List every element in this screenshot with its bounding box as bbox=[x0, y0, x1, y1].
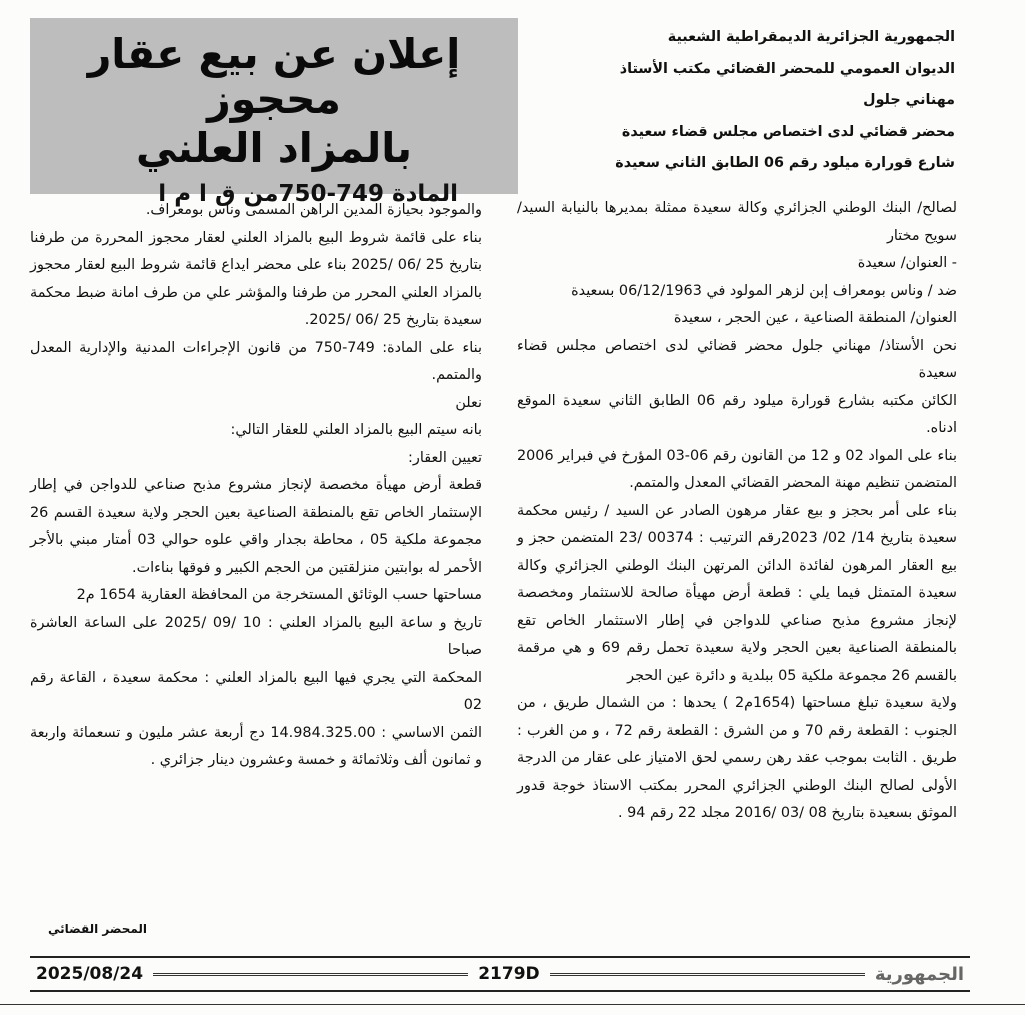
ad-code: 2179D bbox=[478, 964, 540, 984]
paragraph: بناء على قائمة شروط البيع بالمزاد العلني لعقار محجوز المحررة من طرفنا بتاريخ 25 /06 /2025 بناء على محضر ايداع قائمة شروط البيع لعقار محجوز بالمزاد العلني المحرر من طرفنا والمؤشر علي من طرف امانة ضبط محكمة سعيدة بتاريخ 25 /06 /2025. bbox=[30, 229, 482, 328]
paragraph: والموجود بحيازة المدين الراهن المسمى وناس بومعراف. bbox=[145, 202, 482, 218]
paragraph: نعلن bbox=[455, 394, 482, 411]
bottom-divider bbox=[0, 1004, 1025, 1005]
header-line: الجمهورية الجزائرية الديمقراطية الشعبية bbox=[667, 29, 955, 45]
paragraph: المحكمة التي يجري فيها البيع بالمزاد العلني : محكمة سعيدة ، القاعة رقم 02 bbox=[30, 669, 482, 713]
paragraph: بانه سيتم البيع بالمزاد العلني للعقار التالي: bbox=[230, 422, 482, 438]
bailiff-office-header bbox=[535, 22, 955, 180]
paragraph: بناء على أمر بحجز و بيع عقار مرهون الصادر عن السيد / رئيس محكمة سعيدة بتاريخ 14/ 02/ 2023رقم الترتيب : 00374 /23 المتضمن حجز و بيع العقار المرهون لفائدة الدائن المرتهن البنك الوطني الجزائري وكالة سعيدة المتمثل فيما يلي : قطعة أرض مهيأة صالحة للاستثمار ومخصصة لإنجاز مشروع مذبح صناعي للدواجن في إطار الاستثمار الخاص تقع بالمنطقة الصناعية بعين الحجر ولاية سعيدة تحمل رقم 69 و هي مرقمة بالقسم 26 مجموعة ملكية 05 ببلدية و دائرة عين الحجر bbox=[517, 502, 957, 684]
paragraph: - العنوان/ سعيدة bbox=[857, 255, 957, 271]
paragraph: بناء على المادة: 749-750 من قانون الإجراءات المدنية والإدارية المعدل والمتمم. bbox=[30, 339, 483, 383]
page-footer bbox=[30, 956, 970, 992]
paragraph: ضد / وناس بومعراف إبن لزهر المولود في 06/12/1963 بسعيدة bbox=[571, 282, 957, 299]
header-line: محضر قضائي لدى اختصاص مجلس قضاء سعيدة bbox=[621, 123, 955, 140]
bailiff-signature: المحضر القضائي bbox=[48, 922, 148, 936]
issue-date: 2025/08/24 bbox=[36, 964, 144, 984]
paragraph: تعيين العقار: bbox=[408, 449, 482, 466]
paragraph: مساحتها حسب الوثائق المستخرجة من المحافظة العقارية 1654 م2 bbox=[76, 587, 482, 603]
footer-divider bbox=[550, 973, 865, 976]
paragraph: العنوان/ المنطقة الصناعية ، عين الحجر ، سعيدة bbox=[673, 310, 957, 326]
paragraph: لصالح/ البنك الوطني الجزائري وكالة سعيدة ممثلة بمديرها بالنيابة السيد/ سويح مختار bbox=[517, 200, 957, 244]
paragraph: الكائن مكتبه بشارع قورارة ميلود رقم 06 الطابق الثاني سعيدة الموقع ادناه. bbox=[517, 392, 957, 436]
title-line-2: بالمزاد العلني bbox=[135, 124, 413, 173]
header-line: الديوان العمومي للمحضر القضائي مكتب الأستاذ bbox=[619, 60, 955, 77]
right-text-column bbox=[517, 195, 957, 828]
paragraph: قطعة أرض مهيأة مخصصة لإنجاز مشروع مذبح صناعي للدواجن في إطار الإستثمار الخاص تقع بالمنطقة الصناعية بعين الحجر ولاية سعيدة القسم 26 مجموعة ملكية 05 ، محاطة بجدار واقي علوه حوالي 03 أمتار مبني بالأجر الأحمر له بوابتين منزلقتين من الحجم الكبير و فوقها بناءات. bbox=[30, 477, 482, 576]
title-line-1: إعلان عن بيع عقار محجوز bbox=[87, 30, 461, 124]
left-text-column bbox=[30, 197, 482, 775]
announcement-title-box bbox=[30, 18, 518, 208]
title-article-reference: المادة 749-750من ق ا م ا bbox=[158, 181, 458, 208]
paragraph: تاريخ و ساعة البيع بالمزاد العلني : 10 /09 /2025 على الساعة العاشرة صباحا bbox=[30, 614, 482, 658]
paragraph: الثمن الاساسي : 14.984.325.00 دج أربعة عشر مليون و تسعمائة واربعة و ثمانون ألف وثلاثمائة و خمسة وعشرون دينار جزائري . bbox=[30, 724, 482, 768]
paragraph: بناء على المواد 02 و 12 من القانون رقم 06-03 المؤرخ في فبراير 2006 المتضمن تنظيم مهنة المحضر القضائي المعدل والمتمم. bbox=[517, 447, 957, 491]
newspaper-name: الجمهورية bbox=[874, 963, 965, 985]
footer-divider bbox=[153, 973, 468, 976]
header-line: مهناني جلول bbox=[863, 92, 955, 108]
header-line: شارع قورارة ميلود رقم 06 الطابق الثاني سعيدة bbox=[615, 155, 955, 171]
paragraph: ولاية سعيدة تبلغ مساحتها (1654م2 ) يحدها : من الشمال طريق ، من الجنوب : القطعة رقم 70 و من الشرق : القطعة رقم 72 ، و من الغرب : طريق . الثابت بموجب عقد رهن رسمي لحق الامتياز على عقار من الدرجة الأولى لصالح البنك الوطني الجزائري المحرر بمكتب الاستاذ خوجة قدور الموثق بسعيدة بتاريخ 08 /03 /2016 مجلد 22 رقم 94 . bbox=[517, 695, 957, 821]
paragraph: نحن الأستاذ/ مهناني جلول محضر قضائي لدى اختصاص مجلس قضاء سعيدة bbox=[517, 337, 957, 381]
